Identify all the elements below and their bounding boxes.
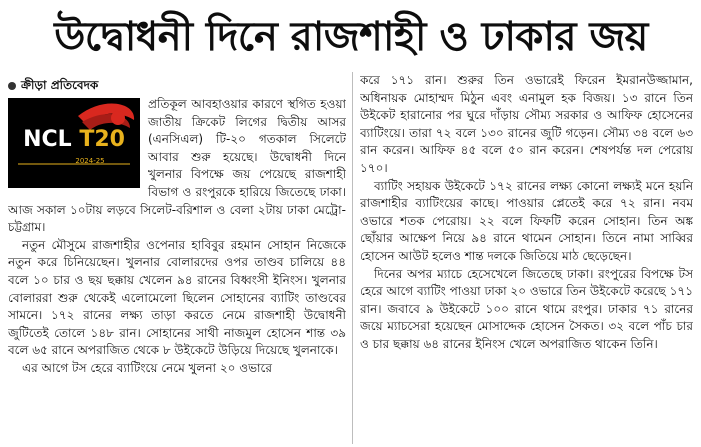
article-column-left [8, 96, 346, 446]
paragraph: নতুন মৌসুমে রাজশাহীর ওপেনার হাবিবুর রহমান সোহান নিজেকে নতুন করে চিনিয়েছেন। খুলনার বোলারদের ওপর তাণ্ডব চালিয়ে ৪৪ বলে ১০ চার ও ছয় ছক্কায় খেলেন ৯৪ রানের বিধ্বংসী ইনিংস। খুলনার বোলাররা শুরু থেকেই এলোমেলো ছিলেন সোহানের ব্যাটিং তাণ্ডবের সামনে। ১৭২ রানের লক্ষ্য তাড়া করতে নেমে রাজশাহী উদ্বোধনী জুটিতেই তোলে ১৪৮ রান। সোহানের সাথী নাজমুল হোসেন শান্ত ৩৯ বলে ৬৫ রানে অপরাজিত থেকে ৮ উইকেটে উড়িয়ে দিয়েছে খুলনাকে। [8, 237, 346, 358]
paragraph: এর আগে টস হেরে ব্যাটিংয়ে নেমে খুলনা ২০ ওভারে [22, 360, 272, 375]
logo-ncl-text: NCL [23, 127, 72, 152]
paragraph: করে ১৭১ রান। শুরুর তিন ওভারেই ফিরেন ইমরানউজ্জামান, অধিনায়ক মোহাম্মদ মিঠুন এবং এনামুল হক বিজয়। ১৩ রানে তিন উইকেট হারানোর পর ঘুরে দাঁড়ায় সৌম্য সরকার ও আফিফ হোসেনের ব্যাটিংয়ে। তারা ৭২ বলে ১৩০ রানের জুটি গড়েন। সৌম্য ৩৪ বলে ৬৩ রান করেন। আফিফ ৪৫ বলে ৫০ রান করেন। শেষপর্যন্ত দল পেরোয় ১৭০। [360, 73, 693, 175]
paragraph: প্রতিকূল আবহাওয়ার কারণে স্থগিত হওয়া জাতীয় ক্রিকেট লিগের দ্বিতীয় আসর (এনসিএল) টি-২০ গতকাল সিলেটে আবার শুরু হয়েছে। উদ্বোধনী দিনে খুলনার বিপক্ষে জয় পেয়েছে রাজশাহী বিভাগ ও রংপুরকে হারিয়ে জিতেছে ঢাকা। আজ সকাল ১০টায় লড়বে সিলেট-বরিশাল ও বেলা ২টায় ঢাকা মেট্রো-চট্টগ্রাম। [8, 97, 346, 235]
byline-text: ক্রীড়া প্রতিবেদক [21, 78, 99, 92]
headline: উদ্বোধনী দিনে রাজশাহী ও ঢাকার জয় [54, 14, 648, 60]
logo-wordmark [16, 126, 132, 154]
article-column-right [360, 72, 693, 446]
ncl-t20-logo [8, 98, 140, 188]
bullet-icon [8, 82, 16, 90]
paragraph: ব্যাটিং সহায়ক উইকেটে ১৭২ রানের লক্ষ্য কোনো লক্ষ্যই মনে হয়নি রাজশাহীর ব্যাটিংয়ের কাছে। পাওয়ার প্লেতেই করে ৭২ রান। নবম ওভারে শতক পেরোয়। ২২ বলে ফিফটি করেন সোহান। তিন অঙ্ক ছোঁয়ার আক্ষেপ নিয়ে ৯৪ রানে থামেন সোহান। তিনে নামা সাব্বির হোসেন আউট হলেও শান্ত দলকে জিতিয়ে মাঠ ছেড়েছেন। [360, 178, 693, 263]
byline [8, 76, 348, 94]
paragraph: দিনের অপর ম্যাচে হেসেখেলে জিতেছে ঢাকা। রংপুরের বিপক্ষে টস হেরে আগে ব্যাটিং পাওয়া ঢাকা ২০ ওভারে তিন উইকেটে করেছে ১৭১ রান। জবাবে ৯ উইকেটে ১০০ রানে থামে রংপুর। ঢাকার ৭১ রানের জয়ে ম্যাচসেরা হয়েছেন মোসাদ্দেক হোসেন সৈকত। ৩২ বলে পাঁচ চার ও চার ছক্কায় ৬৪ রানের ইনিংস খেলে অপরাজিত থাকেন তিনি। [360, 266, 693, 351]
logo-t20-text: T20 [79, 127, 125, 152]
column-divider [352, 72, 353, 444]
logo-season: 2024-25 [75, 157, 105, 165]
